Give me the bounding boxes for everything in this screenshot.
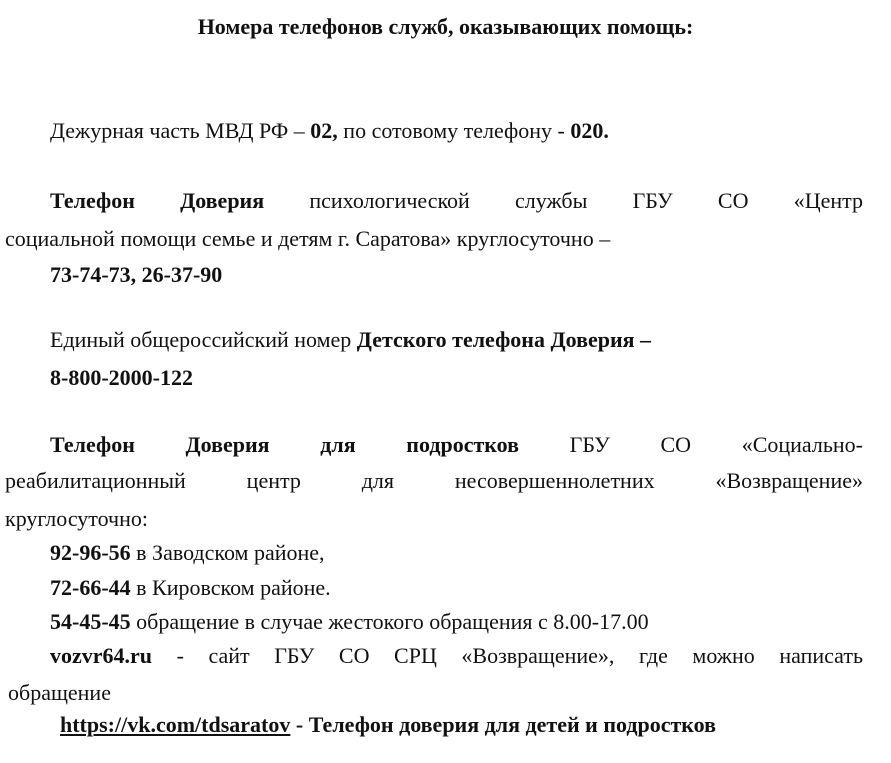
police-number: 02, [310, 118, 338, 143]
vk-text: - Телефон доверия для детей и подростков [290, 712, 717, 737]
trust-line-numbers: 73-74-73, 26-37-90 [50, 262, 223, 287]
trust-line-line1 [50, 188, 863, 214]
police-middle: по сотовому телефону - [337, 118, 571, 143]
page-title: Номера телефонов служб, оказывающих помощь: [197, 14, 694, 39]
police-line [50, 118, 609, 144]
vk-line [60, 712, 716, 738]
teen-line-line2: реабилитационный центр для несовершеннолетних «Возвращение» [5, 468, 863, 493]
vk-link[interactable]: https://vk.com/tdsaratov [60, 712, 291, 737]
children-line-number: 8-800-2000-122 [50, 365, 193, 390]
children-line-label: Детского телефона Доверия – [356, 327, 652, 352]
teen-line-line1 [50, 432, 863, 458]
site-line [50, 643, 863, 669]
teen-item-kirovsky: 72-66-44 в Кировском районе. [50, 575, 331, 600]
children-line [50, 327, 651, 353]
site-continuation: обращение [8, 680, 111, 705]
police-prefix: Дежурная часть МВД РФ – [50, 118, 311, 143]
teen-line-label: Телефон Доверия для подростков [50, 432, 519, 457]
teen-item-abuse: 54-45-45 обращение в случае жестокого обращения с 8.00-17.00 [50, 609, 649, 634]
trust-line-line1-rest: психологической службы ГБУ СО «Центр [309, 188, 864, 213]
trust-line-line2: социальной помощи семье и детям г. Саратова» круглосуточно – [5, 226, 611, 251]
site-url[interactable]: vozvr64.ru [50, 643, 153, 668]
children-line-prefix: Единый общероссийский номер [50, 327, 357, 352]
trust-line-label: Телефон Доверия [50, 188, 265, 213]
teen-line-line1-rest: ГБУ СО «Социально- [569, 432, 863, 457]
teen-item-zavodskoy: 92-96-56 в Заводском районе, [50, 540, 325, 565]
site-text: - сайт ГБУ СО СРЦ «Возвращение», где можно написать [152, 643, 863, 668]
police-mobile-number: 020. [570, 118, 609, 143]
teen-line-line3: круглосуточно: [5, 506, 149, 531]
